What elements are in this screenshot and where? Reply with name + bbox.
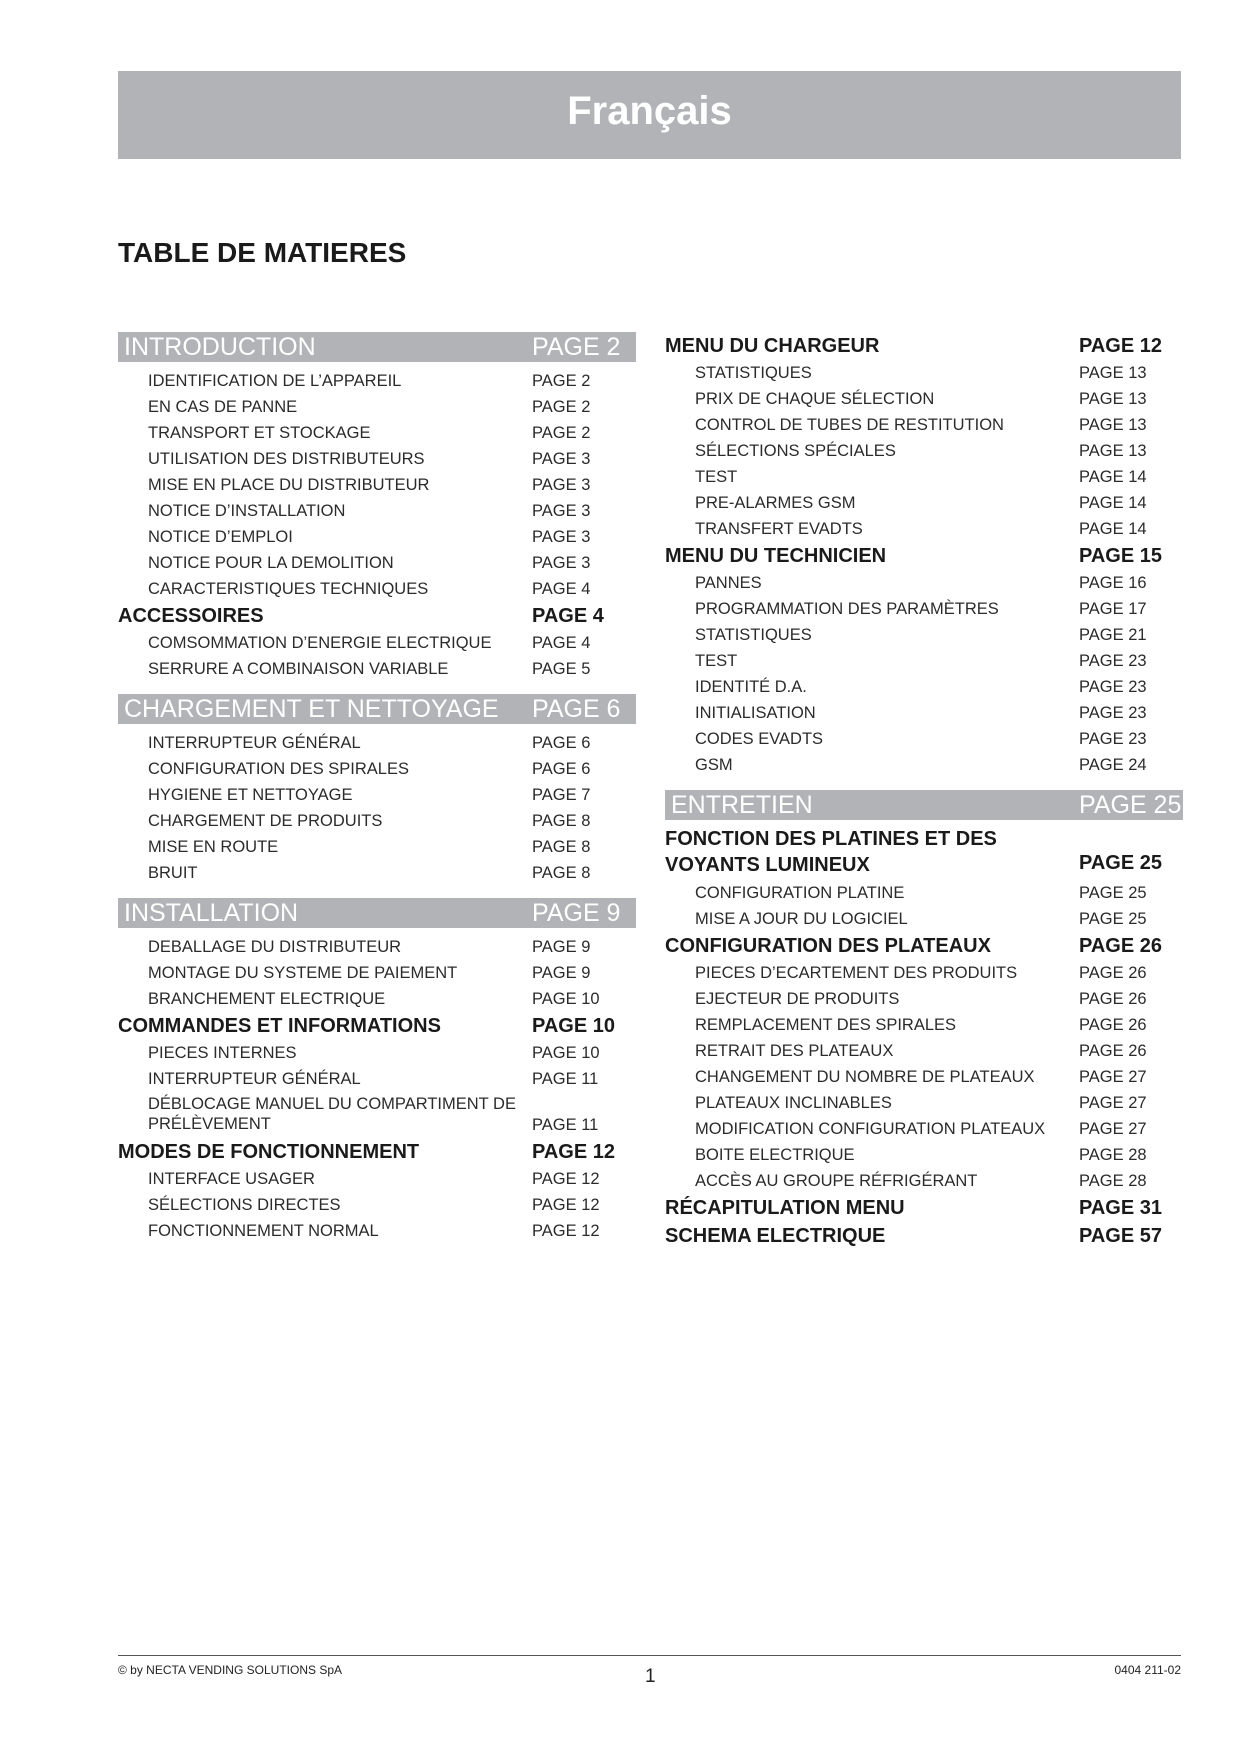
toc-entry-label: COMSOMMATION D’ENERGIE ELECTRIQUE (148, 634, 492, 652)
toc-entry-page: PAGE 4 (532, 634, 591, 652)
toc-item[interactable] (665, 412, 1183, 438)
toc-entry-label: PROGRAMMATION DES PARAMÈTRES (695, 600, 999, 618)
toc-entry-label: SCHEMA ELECTRIQUE (665, 1225, 886, 1247)
toc-entry-label: PIECES INTERNES (148, 1044, 297, 1062)
toc-entry-label: SERRURE A COMBINAISON VARIABLE (148, 660, 449, 678)
toc-entry-label: INITIALISATION (695, 704, 816, 722)
toc-entry-page: PAGE 25 (1079, 852, 1162, 874)
toc-item[interactable] (665, 596, 1183, 622)
toc-entry-label: GSM (695, 756, 733, 774)
toc-entry-label: EN CAS DE PANNE (148, 398, 298, 416)
toc-entry-page: PAGE 4 (532, 605, 604, 627)
toc-heading[interactable] (118, 1138, 636, 1166)
toc-heading[interactable] (665, 542, 1183, 570)
toc-item[interactable] (665, 1142, 1183, 1168)
toc-entry-label: CONFIGURATION DES PLATEAUX (665, 935, 991, 957)
toc-item[interactable] (665, 700, 1183, 726)
toc-entry-label: MISE A JOUR DU LOGICIEL (695, 910, 908, 928)
toc-entry-label: IDENTITÉ D.A. (695, 678, 807, 696)
toc-entry-page: PAGE 3 (532, 450, 591, 468)
toc-entry-page: PAGE 5 (532, 660, 591, 678)
toc-entry-label: MONTAGE DU SYSTEME DE PAIEMENT (148, 964, 458, 982)
toc-heading[interactable] (665, 932, 1183, 960)
toc-item[interactable] (665, 1168, 1183, 1194)
toc-item[interactable] (118, 756, 636, 782)
toc-item[interactable] (118, 576, 636, 602)
toc-entry-label: FONCTION DES PLATINES ET DES VOYANTS LUMINEUX (665, 828, 997, 876)
toc-entry-page: PAGE 6 (532, 734, 591, 752)
toc-item[interactable] (665, 1090, 1183, 1116)
toc-entry-page: PAGE 13 (1079, 390, 1147, 408)
toc-entry-label: BRUIT (148, 864, 198, 882)
toc-item[interactable] (118, 782, 636, 808)
toc-entry-page: PAGE 9 (532, 899, 621, 927)
toc-entry-page: PAGE 8 (532, 838, 591, 856)
toc-section-bar[interactable] (118, 898, 636, 928)
toc-entry-label: INTERRUPTEUR GÉNÉRAL (148, 734, 361, 752)
toc-left-column (118, 332, 636, 1244)
toc-entry-label: CONFIGURATION DES SPIRALES (148, 760, 409, 778)
toc-item[interactable] (118, 986, 636, 1012)
toc-entry-label: STATISTIQUES (695, 364, 812, 382)
toc-item[interactable] (118, 860, 636, 886)
toc-item[interactable] (118, 730, 636, 756)
toc-entry-label: CHARGEMENT DE PRODUITS (148, 812, 383, 830)
toc-entry-page: PAGE 27 (1079, 1120, 1147, 1138)
toc-entry-label: NOTICE D’INSTALLATION (148, 502, 346, 520)
toc-entry-label: INSTALLATION (124, 899, 299, 927)
toc-entry-page: PAGE 6 (532, 760, 591, 778)
toc-entry-page: PAGE 31 (1079, 1197, 1162, 1219)
toc-item[interactable] (118, 368, 636, 394)
toc-item[interactable] (665, 516, 1183, 542)
toc-entry-page: PAGE 26 (1079, 1042, 1147, 1060)
toc-entry-label: TEST (695, 652, 738, 670)
toc-section-bar[interactable] (118, 694, 636, 724)
toc-entry-label: INTERRUPTEUR GÉNÉRAL (148, 1070, 361, 1088)
toc-entry-label: CHARGEMENT ET NETTOYAGE (124, 695, 499, 723)
toc-entry-page: PAGE 17 (1079, 600, 1147, 618)
toc-heading[interactable] (118, 1012, 636, 1040)
toc-item[interactable] (118, 498, 636, 524)
toc-item[interactable] (665, 360, 1183, 386)
toc-item[interactable] (118, 960, 636, 986)
toc-entry-page: PAGE 21 (1079, 626, 1147, 644)
toc-heading[interactable] (665, 1194, 1183, 1222)
toc-entry-label: ENTRETIEN (671, 791, 813, 819)
toc-item[interactable] (665, 1012, 1183, 1038)
toc-entry-page: PAGE 2 (532, 398, 591, 416)
toc-heading[interactable] (665, 826, 1183, 880)
toc-entry-label: CODES EVADTS (695, 730, 824, 748)
toc-entry-page: PAGE 11 (532, 1116, 599, 1134)
toc-item[interactable] (665, 986, 1183, 1012)
toc-entry-label: INTERFACE USAGER (148, 1170, 315, 1188)
toc-entry-page: PAGE 12 (532, 1141, 615, 1163)
toc-entry-label: BOITE ELECTRIQUE (695, 1146, 855, 1164)
toc-entry-label: MODIFICATION CONFIGURATION PLATEAUX (695, 1120, 1046, 1138)
footer-divider (118, 1655, 1181, 1656)
toc-item[interactable] (118, 934, 636, 960)
footer-page-number: 1 (645, 1666, 656, 1687)
toc-entry-label: ACCÈS AU GROUPE RÉFRIGÉRANT (695, 1172, 978, 1190)
toc-entry-page: PAGE 15 (1079, 545, 1162, 567)
footer-doc-code: 0404 211-02 (1114, 1663, 1181, 1677)
toc-item[interactable] (665, 464, 1183, 490)
toc-entry-label: MISE EN PLACE DU DISTRIBUTEUR (148, 476, 430, 494)
toc-entry-page: PAGE 12 (532, 1222, 600, 1240)
page-title: TABLE DE MATIERES (118, 237, 407, 268)
toc-item[interactable] (665, 674, 1183, 700)
toc-entry-page: PAGE 7 (532, 786, 591, 804)
toc-entry-page: PAGE 26 (1079, 935, 1162, 957)
toc-item[interactable] (665, 648, 1183, 674)
toc-entry-label: STATISTIQUES (695, 626, 812, 644)
toc-item[interactable] (118, 524, 636, 550)
toc-entry-page: PAGE 9 (532, 938, 591, 956)
toc-entry-label: TEST (695, 468, 738, 486)
toc-entry-page: PAGE 10 (532, 1044, 600, 1062)
toc-item[interactable] (665, 386, 1183, 412)
language-title: Français (567, 89, 732, 133)
toc-item[interactable] (665, 622, 1183, 648)
toc-item[interactable] (665, 490, 1183, 516)
toc-entry-label: CHANGEMENT DU NOMBRE DE PLATEAUX (695, 1068, 1035, 1086)
toc-item[interactable] (118, 472, 636, 498)
toc-entry-label: REMPLACEMENT DES SPIRALES (695, 1016, 957, 1034)
toc-entry-label: COMMANDES ET INFORMATIONS (118, 1015, 441, 1037)
toc-entry-page: PAGE 13 (1079, 416, 1147, 434)
toc-entry-label: PRE-ALARMES GSM (695, 494, 856, 512)
toc-item[interactable] (665, 1064, 1183, 1090)
toc-item[interactable] (665, 726, 1183, 752)
toc-entry-page: PAGE 12 (1079, 335, 1162, 357)
toc-entry-page: PAGE 25 (1079, 884, 1147, 902)
toc-entry-label: DÉBLOCAGE MANUEL DU COMPARTIMENT DE PRÉLÈVEMENT (148, 1095, 516, 1133)
toc-entry-label: ACCESSOIRES (118, 605, 264, 627)
toc-entry-page: PAGE 3 (532, 528, 591, 546)
toc-heading[interactable] (118, 602, 636, 630)
toc-entry-label: IDENTIFICATION DE L’APPAREIL (148, 372, 402, 390)
toc-entry-page: PAGE 8 (532, 812, 591, 830)
toc-entry-page: PAGE 57 (1079, 1225, 1162, 1247)
toc-item[interactable] (665, 960, 1183, 986)
toc-entry-page: PAGE 10 (532, 990, 600, 1008)
toc-entry-label: EJECTEUR DE PRODUITS (695, 990, 900, 1008)
toc-entry-page: PAGE 14 (1079, 520, 1147, 538)
toc-section-bar[interactable] (665, 790, 1183, 820)
toc-entry-page: PAGE 24 (1079, 756, 1147, 774)
toc-entry-label: FONCTIONNEMENT NORMAL (148, 1222, 379, 1240)
toc-entry-label: MENU DU TECHNICIEN (665, 545, 887, 567)
toc-entry-label: PLATEAUX INCLINABLES (695, 1094, 892, 1112)
toc-entry-page: PAGE 23 (1079, 652, 1147, 670)
toc-entry-page: PAGE 14 (1079, 468, 1147, 486)
toc-entry-label: SÉLECTIONS DIRECTES (148, 1196, 341, 1214)
toc-item[interactable] (665, 906, 1183, 932)
toc-entry-label: CONFIGURATION PLATINE (695, 884, 905, 902)
toc-heading[interactable] (665, 332, 1183, 360)
toc-entry-label: RÉCAPITULATION MENU (665, 1197, 905, 1219)
toc-entry-page: PAGE 2 (532, 424, 591, 442)
toc-entry-label: TRANSPORT ET STOCKAGE (148, 424, 371, 442)
toc-item[interactable] (665, 570, 1183, 596)
toc-entry-page: PAGE 14 (1079, 494, 1147, 512)
toc-entry-page: PAGE 11 (532, 1070, 599, 1088)
toc-entry-page: PAGE 16 (1079, 574, 1147, 592)
toc-entry-page: PAGE 2 (532, 333, 621, 361)
toc-entry-page: PAGE 6 (532, 695, 621, 723)
toc-entry-page: PAGE 23 (1079, 730, 1147, 748)
toc-item[interactable] (665, 1038, 1183, 1064)
toc-entry-label: HYGIENE ET NETTOYAGE (148, 786, 353, 804)
toc-entry-label: SÉLECTIONS SPÉCIALES (695, 442, 896, 460)
toc-entry-label: BRANCHEMENT ELECTRIQUE (148, 990, 386, 1008)
toc-item[interactable] (118, 1066, 636, 1092)
toc-item[interactable] (118, 420, 636, 446)
toc-entry-label: DEBALLAGE DU DISTRIBUTEUR (148, 938, 402, 956)
toc-entry-label: TRANSFERT EVADTS (695, 520, 863, 538)
toc-entry-page: PAGE 28 (1079, 1146, 1147, 1164)
toc-entry-page: PAGE 26 (1079, 964, 1147, 982)
toc-entry-label: CONTROL DE TUBES DE RESTITUTION (695, 416, 1004, 434)
toc-item[interactable] (118, 1166, 636, 1192)
toc-item[interactable] (118, 1218, 636, 1244)
footer-copyright: © by NECTA VENDING SOLUTIONS SpA (118, 1663, 343, 1677)
toc-item[interactable] (118, 808, 636, 834)
toc-item[interactable] (118, 1192, 636, 1218)
toc-entry-page: PAGE 4 (532, 580, 591, 598)
toc-entry-label: PRIX DE CHAQUE SÉLECTION (695, 390, 935, 408)
toc-item[interactable] (118, 446, 636, 472)
toc-entry-page: PAGE 13 (1079, 442, 1147, 460)
toc-entry-page: PAGE 2 (532, 372, 591, 390)
toc-entry-label: CARACTERISTIQUES TECHNIQUES (148, 580, 429, 598)
toc-entry-label: NOTICE D’EMPLOI (148, 528, 293, 546)
toc-entry-page: PAGE 12 (532, 1196, 600, 1214)
toc-entry-page: PAGE 3 (532, 554, 591, 572)
toc-item[interactable] (665, 438, 1183, 464)
toc-item[interactable] (665, 1116, 1183, 1142)
toc-item[interactable] (118, 630, 636, 656)
toc-entry-page: PAGE 23 (1079, 678, 1147, 696)
toc-entry-page: PAGE 10 (532, 1015, 615, 1037)
toc-entry-page: PAGE 3 (532, 502, 591, 520)
toc-right-column (665, 332, 1183, 1250)
toc-heading[interactable] (665, 1222, 1183, 1250)
toc-item[interactable] (118, 834, 636, 860)
toc-entry-page: PAGE 13 (1079, 364, 1147, 382)
toc-item[interactable] (118, 1092, 636, 1138)
toc-entry-label: NOTICE POUR LA DEMOLITION (148, 554, 394, 572)
toc-item[interactable] (118, 656, 636, 682)
toc-item[interactable] (118, 1040, 636, 1066)
toc-entry-label: MODES DE FONCTIONNEMENT (118, 1141, 420, 1163)
toc-item[interactable] (118, 394, 636, 420)
toc-entry-page: PAGE 8 (532, 864, 591, 882)
toc-entry-page: PAGE 25 (1079, 791, 1182, 819)
toc-entry-label: PIECES D’ECARTEMENT DES PRODUITS (695, 964, 1018, 982)
language-banner (118, 71, 1181, 159)
toc-entry-page: PAGE 26 (1079, 990, 1147, 1008)
toc-entry-label: PANNES (695, 574, 762, 592)
toc-entry-page: PAGE 9 (532, 964, 591, 982)
toc-entry-page: PAGE 27 (1079, 1068, 1147, 1086)
toc-entry-label: RETRAIT DES PLATEAUX (695, 1042, 894, 1060)
toc-section-bar[interactable] (118, 332, 636, 362)
toc-entry-page: PAGE 26 (1079, 1016, 1147, 1034)
toc-entry-label: MISE EN ROUTE (148, 838, 279, 856)
toc-entry-page: PAGE 23 (1079, 704, 1147, 722)
toc-entry-page: PAGE 27 (1079, 1094, 1147, 1112)
toc-entry-label: MENU DU CHARGEUR (665, 335, 880, 357)
toc-item[interactable] (118, 550, 636, 576)
toc-entry-page: PAGE 12 (532, 1170, 600, 1188)
toc-entry-page: PAGE 28 (1079, 1172, 1147, 1190)
toc-item[interactable] (665, 752, 1183, 778)
toc-entry-page: PAGE 25 (1079, 910, 1147, 928)
toc-entry-label: UTILISATION DES DISTRIBUTEURS (148, 450, 425, 468)
toc-entry-page: PAGE 3 (532, 476, 591, 494)
toc-entry-label: INTRODUCTION (124, 333, 316, 361)
toc-item[interactable] (665, 880, 1183, 906)
